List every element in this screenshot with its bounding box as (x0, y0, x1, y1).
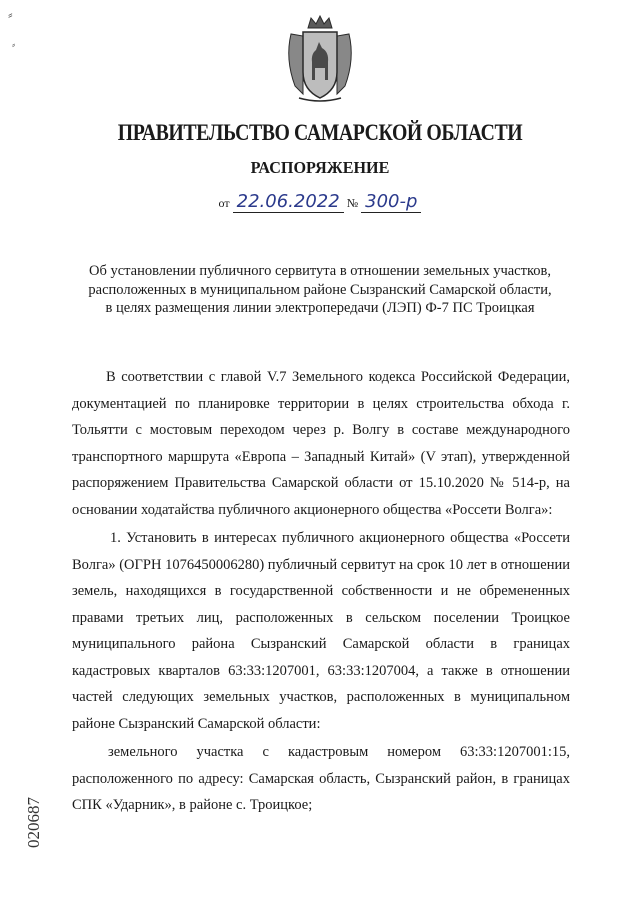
document-body (72, 364, 570, 819)
subject-line: в целях размещения линии электропередачи (ЛЭП) Ф-7 ПС Троицкая (105, 300, 535, 316)
document-type: РАСПОРЯЖЕНИЕ (250, 158, 390, 177)
subject-line: расположенных в муниципальном районе Сызранский Самарской области, (88, 281, 552, 298)
subject-line: Об установлении публичного сервитута в отношении земельных участков, (89, 263, 551, 279)
date-prefix: от (218, 196, 230, 210)
number-value: 300-р (361, 191, 421, 213)
scan-mark-small: ⸗ (12, 40, 16, 51)
item-1-paragraph: 1. Установить в интересах публичного акционерного общества «Россети Волга» (ОГРН 1076450006280) публичный сервитут на срок 10 лет в отношении земель, находящихся в государственной собственности и не обремененных правами третьих лиц, расположенных в сельском поселении Троицкое муниципального района Сызранский Самарской области в границах кадастровых кварталов 63:33:1207001, 63:33:1207004, а также в отношении частей следующих земельных участков, расположенных в муниципальном районе Сызранский Самарской области: (72, 530, 570, 732)
document-subject (60, 262, 580, 318)
preamble-paragraph: В соответствии с главой V.7 Земельного кодекса Российской Федерации, документацией по планировке территории в целях строительства обхода г. Тольятти с мостовым переходом через р. Волгу в составе международного транспортного маршрута «Европа – Западный Китай» (V этап), утвержденной распоряжением Правительства Самарской области от 15.10.2020 № 514-р, на основании ходатайства публичного акционерного общества «Россети Волга»: (72, 369, 570, 518)
government-title: ПРАВИТЕЛЬСТВО САМАРСКОЙ ОБЛАСТИ (117, 120, 523, 145)
date-number-line (0, 191, 640, 212)
side-serial-number (14, 778, 54, 848)
serial-number-text: 020687 (24, 797, 43, 848)
coat-of-arms-icon (281, 14, 359, 102)
date-value: 22.06.2022 (233, 191, 344, 213)
scan-mark: ⸗ (8, 8, 13, 23)
number-prefix: № (346, 196, 359, 210)
subitem-paragraph: земельного участка с кадастровым номером 63:33:1207001:15, расположенного по адресу: Самарская область, Сызранский район, в границах СПК «Ударник», в районе с. Троицкое; (72, 744, 570, 813)
